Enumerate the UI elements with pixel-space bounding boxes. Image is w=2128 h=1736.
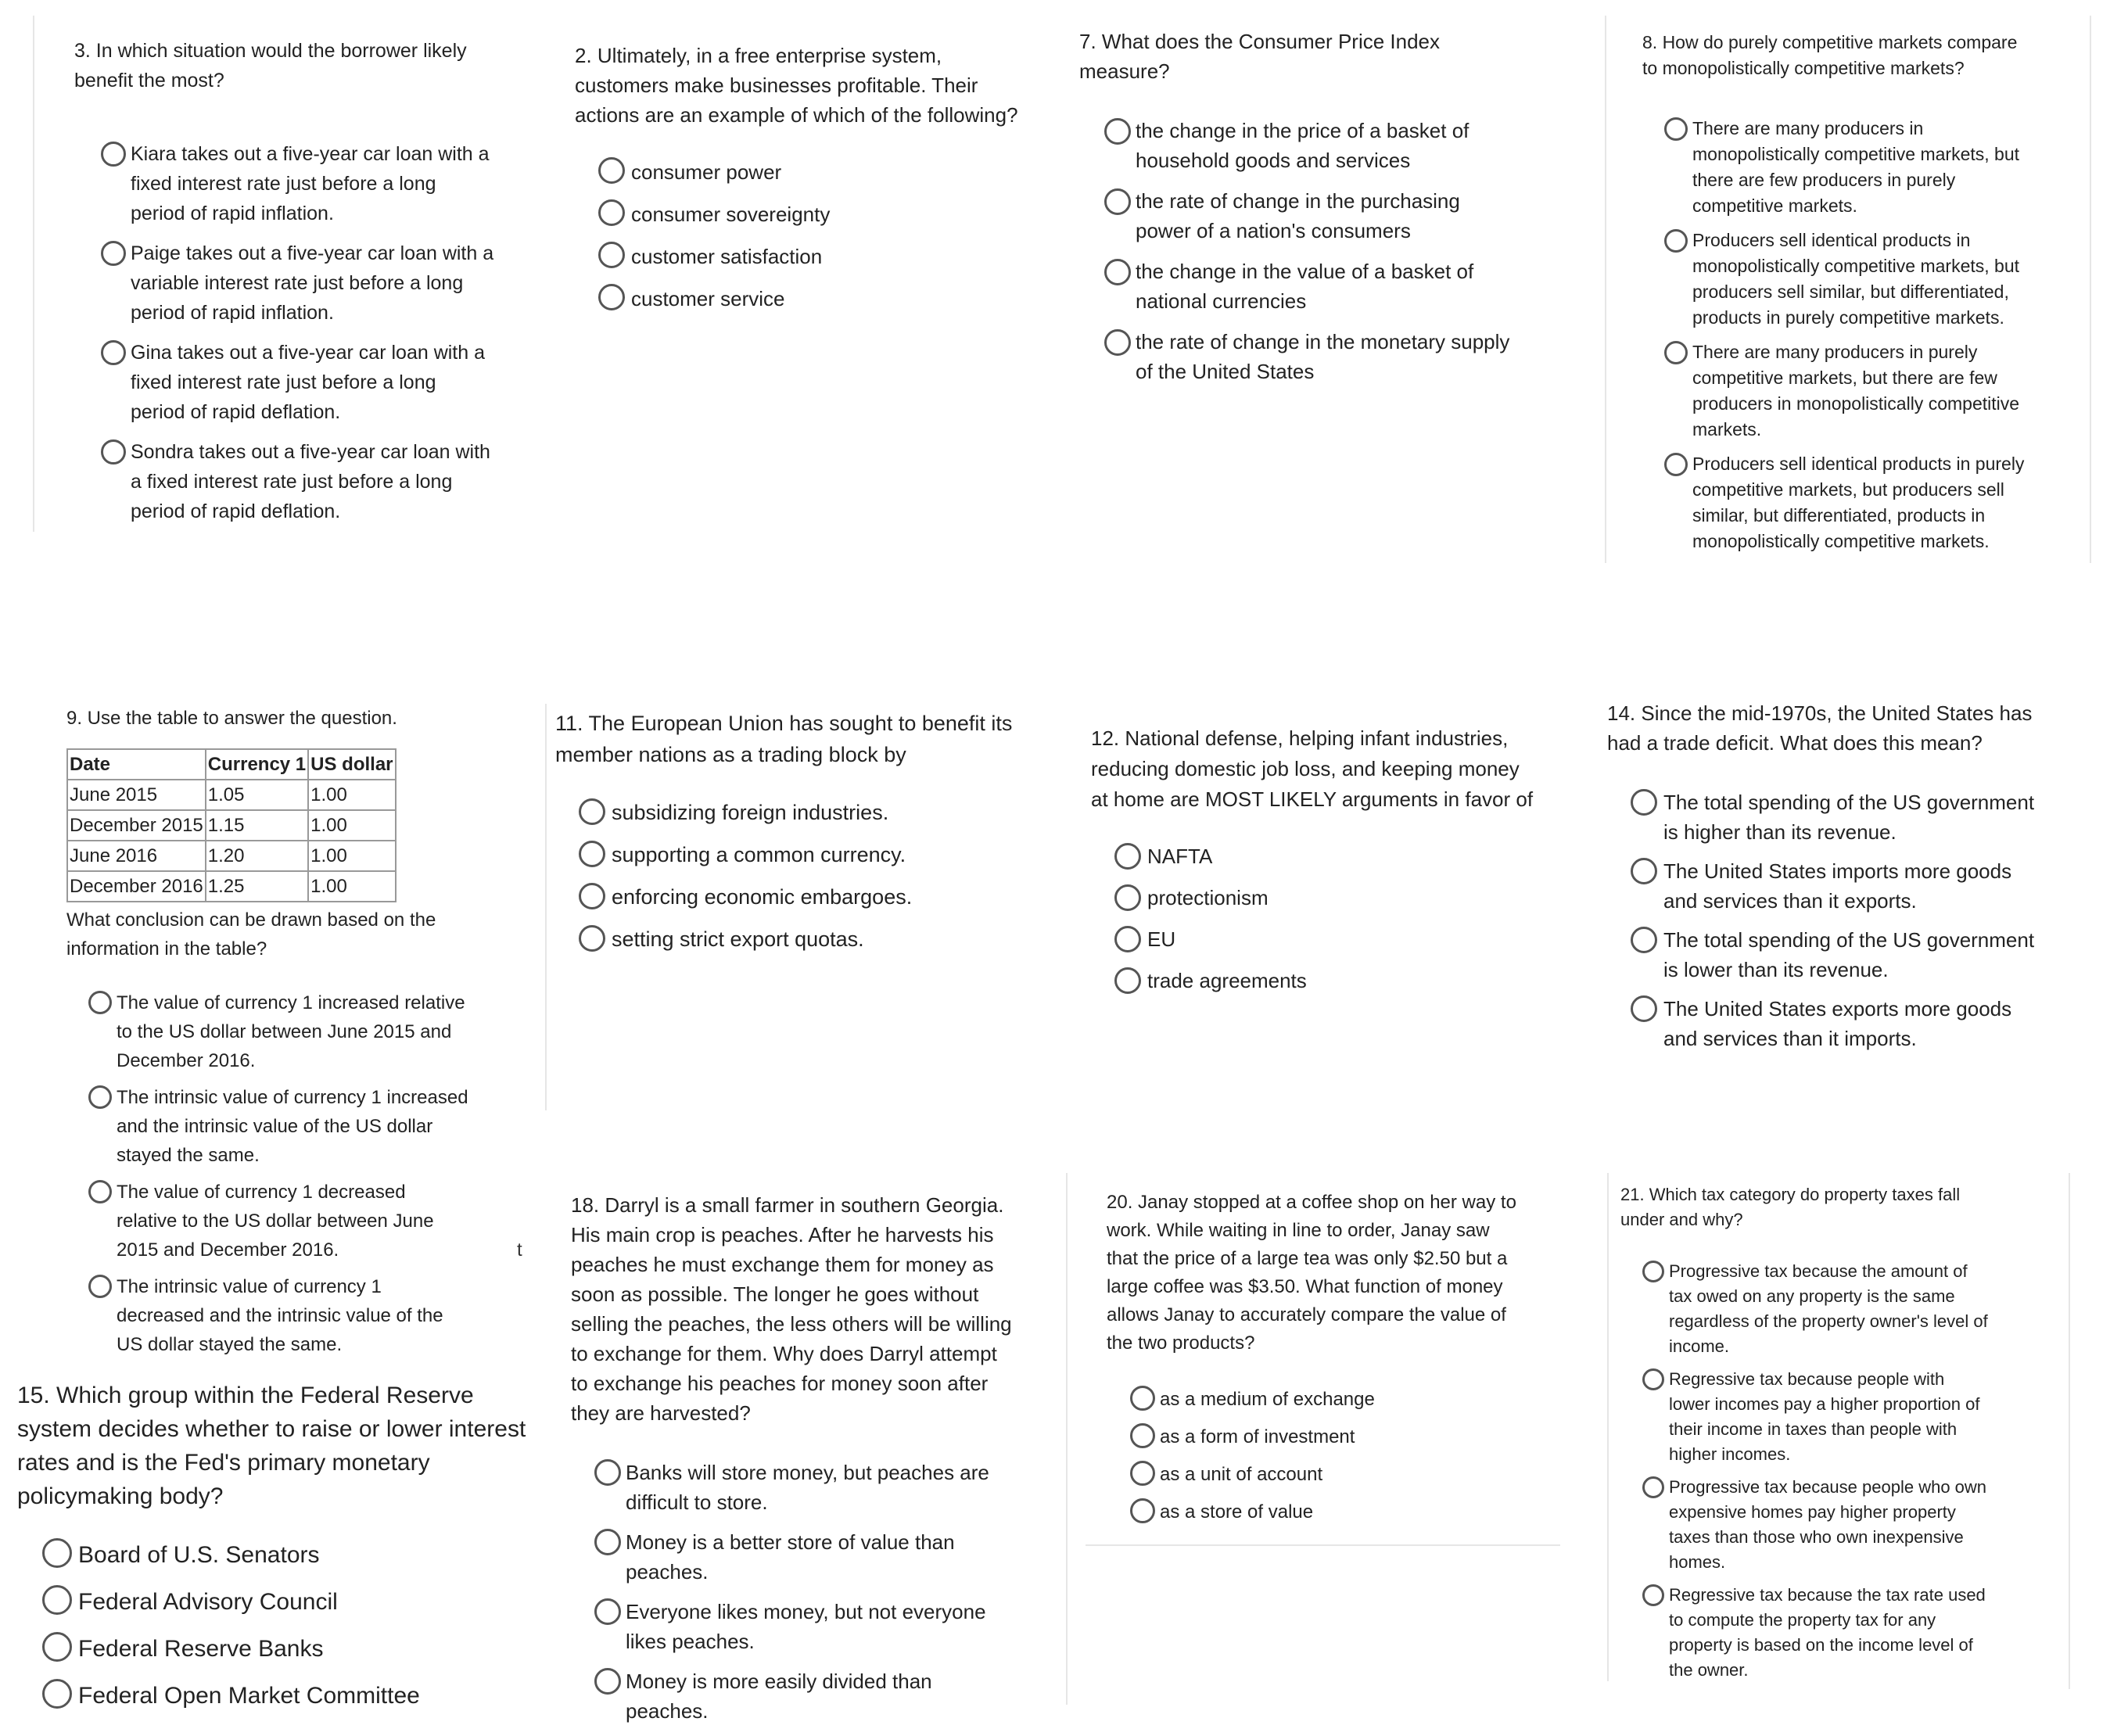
option-label: as a medium of exchange [1160,1389,1375,1410]
currency-table [66,748,397,902]
answer-option[interactable] [1104,186,1556,246]
radio-button-icon[interactable] [101,439,126,464]
radio-button-icon[interactable] [42,1538,72,1568]
question-14 [1607,698,2092,1063]
answer-option[interactable] [1664,116,2065,219]
answer-options [1114,841,1576,996]
radio-button-icon[interactable] [1642,1584,1664,1606]
radio-button-icon[interactable] [1114,967,1141,994]
option-label: Producers sell identical products in monopolistically competitive markets, but producers sell similar, but differentiated, products in purely competitive markets. [1692,230,2019,328]
question-stem: 20. Janay stopped at a coffee shop on her way to work. While waiting in line to order, Janay saw that the price of a large tea was only $2.50 but a large coffee was $3.50. What function of money allows Janay to accurately compare the value of the two products? [1107,1192,1516,1354]
answer-option[interactable] [1130,1423,1576,1451]
answer-option[interactable] [1114,883,1576,913]
answer-option[interactable] [42,1632,549,1666]
answer-option[interactable] [1631,856,2092,916]
answer-options [1642,1259,2058,1683]
option-label: Banks will store money, but peaches are difficult to store. [626,1461,989,1514]
option-label: subsidizing foreign industries. [612,801,889,824]
answer-options [598,157,1060,314]
option-label: Kiara takes out a five-year car loan with a fixed interest rate just before a long period of rapid inflation. [131,143,490,224]
answer-option[interactable] [88,988,544,1075]
option-label: Progressive tax because the amount of tax owed on any property is the same regardless of the property owner's level of income. [1669,1261,1988,1356]
radio-button-icon[interactable] [1631,995,1657,1022]
stray-mark: t [517,1239,522,1261]
answer-option[interactable] [598,157,1060,187]
table-row [67,841,396,871]
question-stem: 7. What does the Consumer Price Index measure? [1079,30,1441,83]
radio-button-icon[interactable] [1642,1368,1664,1390]
answer-options [101,139,544,526]
question-stem: 15. Which group within the Federal Reserve system decides whether to raise or lower interest rates and is the Fed's primary monetary policymaking body? [17,1383,526,1509]
answer-option[interactable] [1642,1367,2058,1467]
column-header: Date [67,749,206,780]
answer-option[interactable] [598,242,1060,271]
table-cell: 1.00 [308,780,395,810]
answer-option[interactable] [1104,116,1556,175]
option-label: Money is a better store of value than peaches. [626,1530,955,1584]
answer-option[interactable] [88,1083,544,1170]
question-20 [1107,1189,1576,1536]
table-row [67,780,396,810]
answer-options [1104,116,1556,386]
radio-button-icon[interactable] [1642,1476,1664,1498]
radio-button-icon[interactable] [101,142,126,167]
question-stem: 14. Since the mid-1970s, the United States has had a trade deficit. What does this mean? [1607,701,2033,755]
radio-button-icon[interactable] [1104,118,1131,145]
answer-option[interactable] [1130,1461,1576,1489]
option-label: the change in the price of a basket of household goods and services [1136,119,1470,172]
radio-button-icon[interactable] [1114,843,1141,870]
radio-button-icon[interactable] [1664,117,1688,141]
answer-option[interactable] [1664,228,2065,331]
answer-option[interactable] [101,338,544,427]
answer-option[interactable] [1664,339,2065,443]
answer-options [1631,787,2092,1053]
radio-button-icon[interactable] [598,242,625,268]
radio-button-icon[interactable] [1664,453,1688,476]
question-stem: 18. Darryl is a small farmer in southern Georgia. His main crop is peaches. After he harvests his peaches he must exchange them for money as soon as possible. The longer he goes without selling the peaches, the less others will be willing to exchange for them. Why does Darryl attempt to exchange his peaches for money soon after they are harvested? [571,1193,1012,1425]
radio-button-icon[interactable] [579,883,605,909]
radio-button-icon[interactable] [1130,1461,1155,1486]
option-label: Sondra takes out a five-year car loan with a fixed interest rate just before a long period of rapid deflation. [131,441,490,522]
answer-option[interactable] [42,1585,549,1619]
option-label: Gina takes out a five-year car loan with a fixed interest rate just before a long period of rapid deflation. [131,342,486,423]
answer-options [88,988,544,1359]
table-cell: 1.00 [308,810,395,841]
radio-button-icon[interactable] [88,991,112,1014]
option-label: There are many producers in monopolistically competitive markets, but there are few producers in purely competitive markets. [1692,118,2019,216]
option-label: Everyone likes money, but not everyone likes peaches. [626,1600,986,1653]
radio-button-icon[interactable] [1104,188,1131,215]
option-label: customer satisfaction [631,245,823,268]
question-21 [1620,1182,2058,1691]
radio-button-icon[interactable] [598,199,625,226]
table-header-row [67,749,396,780]
table-cell: December 2016 [67,871,206,902]
answer-option[interactable] [1104,256,1556,316]
answer-option[interactable] [1114,841,1576,872]
question-stem: 3. In which situation would the borrower likely benefit the most? [74,40,467,91]
radio-button-icon[interactable] [1664,229,1688,253]
divider [2090,16,2091,563]
answer-option[interactable] [42,1538,549,1572]
question-stem: 8. How do purely competitive markets compare to monopolistically competitive markets? [1642,32,2018,78]
answer-option[interactable] [579,839,1056,870]
answer-options [1130,1386,1576,1526]
answer-option[interactable] [1642,1259,2058,1359]
answer-option[interactable] [1130,1498,1576,1526]
divider [2069,1173,2070,1689]
radio-button-icon[interactable] [594,1598,621,1625]
radio-button-icon[interactable] [88,1085,112,1109]
radio-button-icon[interactable] [1631,858,1657,884]
option-label: the rate of change in the purchasing power of a nation's consumers [1136,189,1460,242]
radio-button-icon[interactable] [1130,1423,1155,1448]
question-stem: 12. National defense, helping infant industries, reducing domestic job loss, and keeping money at home are MOST LIKELY arguments in favor of [1091,726,1534,811]
option-label: supporting a common currency. [612,843,906,866]
question-18 [571,1190,1056,1736]
answer-option[interactable] [1631,787,2092,847]
radio-button-icon[interactable] [594,1529,621,1555]
answer-options [579,797,1056,955]
answer-option[interactable] [594,1597,1056,1656]
option-label: as a unit of account [1160,1464,1323,1485]
option-label: as a form of investment [1160,1426,1355,1447]
table-cell: 1.00 [308,871,395,902]
option-label: Regressive tax because the tax rate used to compute the property tax for any property is based on the income level of the owner. [1669,1585,1986,1680]
option-label: protectionism [1147,886,1269,909]
question-prompt: What conclusion can be drawn based on the information in the table? [66,909,436,959]
option-label: setting strict export quotas. [612,927,864,951]
radio-button-icon[interactable] [594,1459,621,1486]
option-label: Money is more easily divided than peaches. [626,1670,932,1723]
option-label: The total spending of the US government is higher than its revenue. [1663,791,2035,844]
answer-option[interactable] [1114,966,1576,996]
divider [545,704,547,1110]
option-label: Regressive tax because people with lower incomes pay a higher proportion of their income in taxes than people with higher incomes. [1669,1369,1980,1464]
answer-option[interactable] [579,924,1056,955]
divider [1066,1173,1068,1705]
table-row [67,871,396,902]
option-label: EU [1147,927,1176,951]
option-label: The value of currency 1 increased relative to the US dollar between June 2015 and December 2016. [117,992,465,1071]
table-cell: June 2016 [67,841,206,871]
option-label: Federal Reserve Banks [78,1636,324,1662]
answer-option[interactable] [101,437,544,526]
radio-button-icon[interactable] [1130,1498,1155,1523]
answer-option[interactable] [1104,327,1556,386]
question-3 [74,36,544,536]
option-label: Paige takes out a five-year car loan with a variable interest rate just before a long period of rapid inflation. [131,242,494,324]
answer-option[interactable] [88,1272,544,1359]
table-row [67,810,396,841]
answer-options [42,1538,549,1713]
radio-button-icon[interactable] [598,157,625,184]
option-label: The intrinsic value of currency 1 increased and the intrinsic value of the US dollar stayed the same. [117,1087,468,1166]
radio-button-icon[interactable] [1631,789,1657,816]
option-label: Federal Open Market Committee [78,1683,420,1709]
option-label: Producers sell identical products in purely competitive markets, but producers sell similar, but differentiated, products in monopolistically competitive markets. [1692,454,2025,551]
radio-button-icon[interactable] [1104,259,1131,285]
divider [1605,16,1606,563]
radio-button-icon[interactable] [88,1180,112,1203]
answer-option[interactable] [1631,994,2092,1053]
table-cell: 1.25 [206,871,308,902]
radio-button-icon[interactable] [1642,1261,1664,1282]
question-stem: 2. Ultimately, in a free enterprise system, customers make businesses profitable. Their actions are an example of which of the following? [575,44,1018,127]
option-label: customer service [631,287,785,310]
question-8 [1642,30,2065,563]
question-9 [66,704,544,1367]
option-label: enforcing economic embargoes. [612,885,913,909]
radio-button-icon[interactable] [579,841,605,867]
column-header: US dollar [308,749,395,780]
radio-button-icon[interactable] [42,1585,72,1615]
radio-button-icon[interactable] [1114,926,1141,952]
option-label: Federal Advisory Council [78,1589,338,1615]
question-15 [17,1379,549,1726]
question-stem: 21. Which tax category do property taxes fall under and why? [1620,1185,1961,1229]
radio-button-icon[interactable] [598,284,625,310]
answer-option[interactable] [594,1458,1056,1517]
option-label: the rate of change in the monetary supply of the United States [1136,330,1510,383]
radio-button-icon[interactable] [88,1275,112,1298]
answer-options [1664,116,2065,554]
answer-option[interactable] [1642,1475,2058,1575]
option-label: The value of currency 1 decreased relative to the US dollar between June 2015 and December 2016. [117,1182,434,1261]
table-cell: 1.00 [308,841,395,871]
option-label: consumer sovereignty [631,203,831,226]
radio-button-icon[interactable] [579,798,605,825]
answer-option[interactable] [1664,451,2065,554]
radio-button-icon[interactable] [1631,927,1657,953]
column-header: Currency 1 [206,749,308,780]
question-12 [1091,723,1576,1007]
radio-button-icon[interactable] [1130,1386,1155,1411]
table-cell: 1.05 [206,780,308,810]
radio-button-icon[interactable] [1104,329,1131,356]
question-stem: 9. Use the table to answer the question. [66,708,397,729]
answer-option[interactable] [598,284,1060,314]
option-label: The United States imports more goods and services than it exports. [1663,859,2012,913]
answer-option[interactable] [1642,1583,2058,1683]
answer-option[interactable] [579,797,1056,828]
option-label: The intrinsic value of currency 1 decreased and the intrinsic value of the US dollar stayed the same. [117,1276,443,1355]
radio-button-icon[interactable] [594,1668,621,1695]
option-label: consumer power [631,160,782,184]
table-cell: June 2015 [67,780,206,810]
radio-button-icon[interactable] [579,925,605,952]
radio-button-icon[interactable] [1114,884,1141,911]
answer-option[interactable] [88,1178,544,1264]
option-label: NAFTA [1147,845,1213,868]
answer-option[interactable] [42,1679,549,1713]
radio-button-icon[interactable] [101,241,126,266]
radio-button-icon[interactable] [42,1679,72,1709]
option-label: Board of U.S. Senators [78,1542,320,1568]
answer-option[interactable] [1130,1386,1576,1414]
option-label: Progressive tax because people who own expensive homes pay higher property taxes than those who own inexpensive homes. [1669,1477,1987,1572]
table-cell: December 2015 [67,810,206,841]
table-cell: 1.20 [206,841,308,871]
answer-option[interactable] [579,881,1056,913]
question-11 [555,708,1056,966]
radio-button-icon[interactable] [1664,341,1688,364]
answer-option[interactable] [1114,924,1576,955]
option-label: The total spending of the US government is lower than its revenue. [1663,928,2035,981]
radio-button-icon[interactable] [42,1632,72,1662]
answer-option[interactable] [101,239,544,328]
answer-option[interactable] [1631,925,2092,985]
question-stem: 11. The European Union has sought to benefit its member nations as a trading block by [555,712,1013,766]
divider [1607,1173,1609,1681]
option-label: There are many producers in purely competitive markets, but there are few producers in monopolistically competitive markets. [1692,342,2020,439]
option-label: The United States exports more goods and services than it imports. [1663,997,2012,1050]
question-7 [1079,27,1556,397]
answer-option[interactable] [594,1527,1056,1587]
divider [33,16,34,532]
option-label: as a store of value [1160,1501,1314,1523]
option-label: trade agreements [1147,969,1307,992]
divider [1086,1544,1560,1546]
option-label: the change in the value of a basket of national currencies [1136,260,1474,313]
table-cell: 1.15 [206,810,308,841]
question-2 [575,41,1060,326]
answer-option[interactable] [101,139,544,228]
answer-option[interactable] [598,199,1060,229]
radio-button-icon[interactable] [101,340,126,365]
answer-option[interactable] [594,1666,1056,1726]
answer-options [594,1458,1056,1726]
